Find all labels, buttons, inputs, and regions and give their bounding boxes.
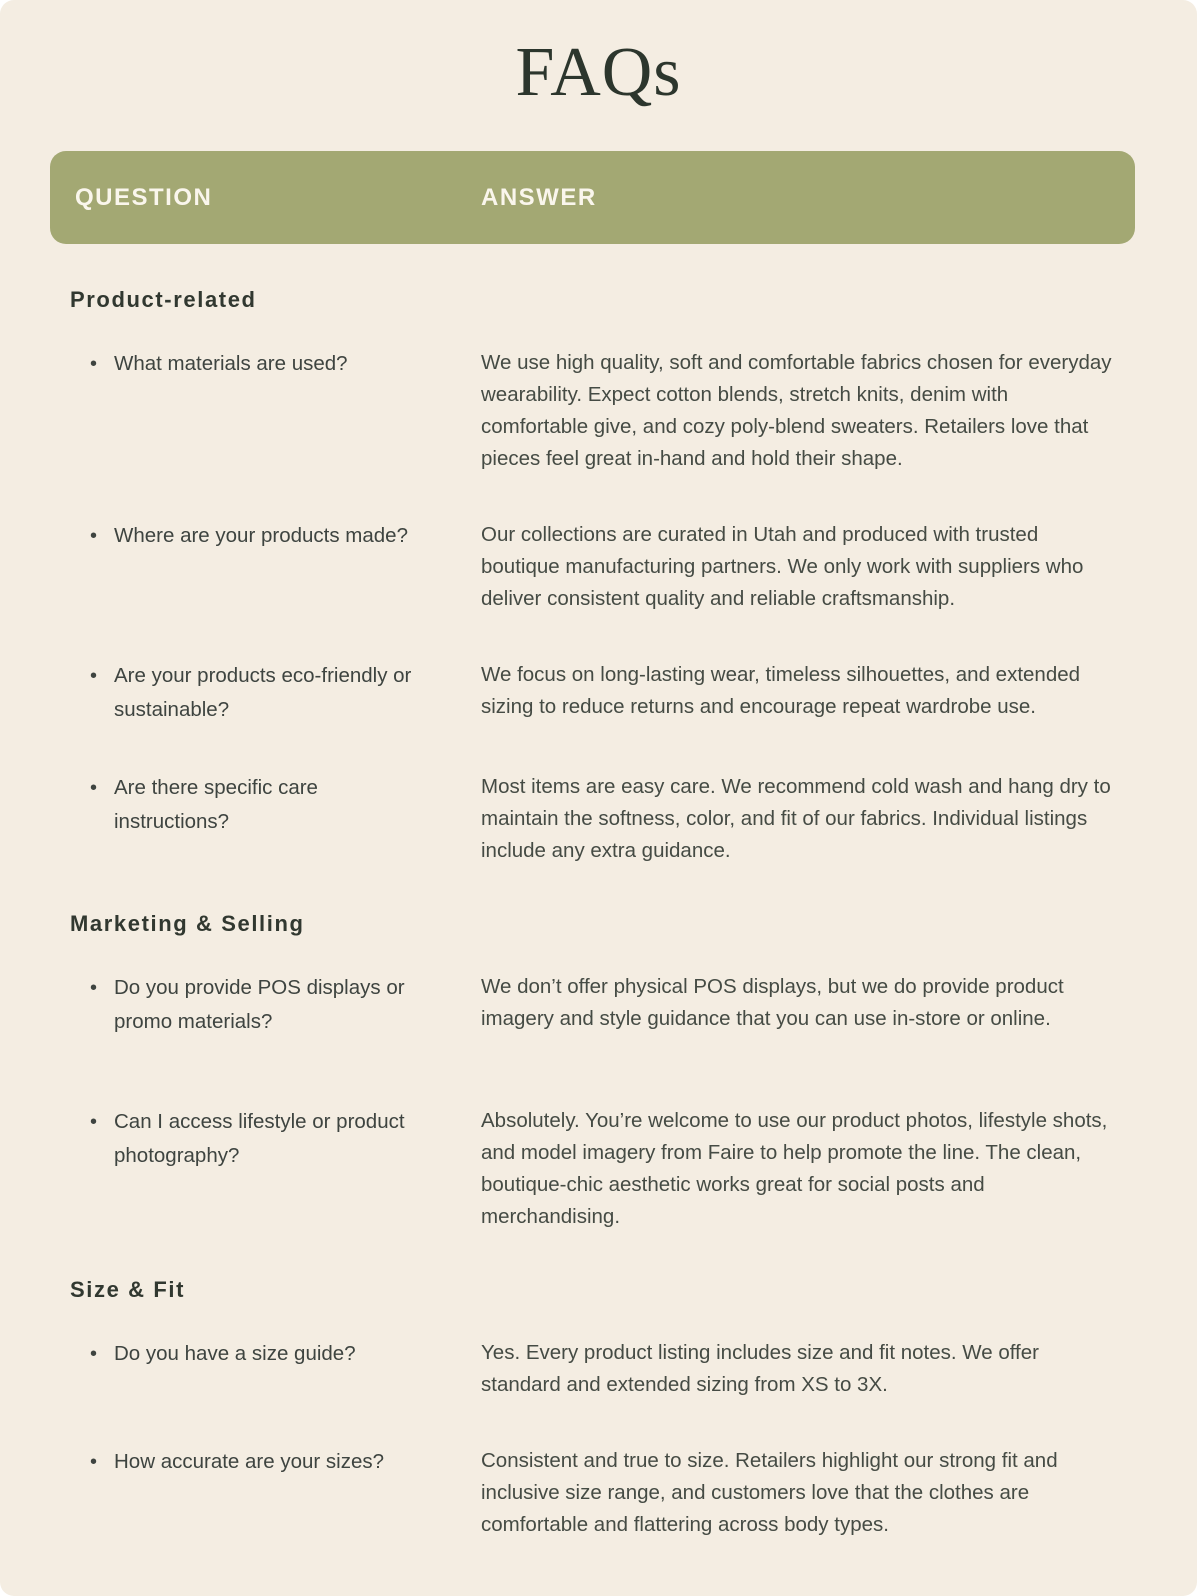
answer-cell [481,771,1115,867]
faq-row [70,347,1115,475]
section-heading-product-related: Product-related [70,287,257,312]
answer-cell [481,519,1115,615]
answer-text: Most items are easy care. We recommend cold wash and hang dry to maintain the softness, color, and fit of our fabrics. Individual listings include any extra guidance. [481,775,1111,862]
bullet-icon: • [90,1343,98,1365]
answer-text: Yes. Every product listing includes size and fit notes. We offer standard and extended sizing from XS to 3X. [481,1341,1039,1396]
answer-text: Absolutely. You’re welcome to use our product photos, lifestyle shots, and model imagery from Faire to help promote the line. The clean, boutique-chic aesthetic works great for social posts and merchandising. [481,1109,1108,1228]
answer-text: We use high quality, soft and comfortable fabrics chosen for everyday wearability. Expect cotton blends, stretch knits, denim with comfortable give, and cozy poly-blend sweaters. Retailers love that pieces feel great in-hand and hold their shape. [481,351,1112,470]
page-title: FAQs [515,34,682,111]
question-cell [70,519,481,615]
question-cell [70,971,481,1039]
answer-text: Consistent and true to size. Retailers highlight our strong fit and inclusive size range, and customers love that the clothes are comfortable and flattering across body types. [481,1449,1058,1536]
answer-cell [481,1445,1115,1541]
answer-cell [481,659,1115,727]
faq-row [70,1445,1115,1541]
section-heading-size-fit: Size & Fit [70,1277,186,1302]
question-column-header: QUESTION [75,183,213,211]
bullet-icon: • [90,1111,98,1133]
faq-row [70,1337,1115,1401]
faq-row [70,659,1115,727]
question-cell [70,1105,481,1233]
question-text: How accurate are your sizes? [114,1450,385,1473]
section-heading-marketing-selling: Marketing & Selling [70,911,305,936]
question-text: What materials are used? [114,352,348,375]
question-cell [70,771,481,867]
bullet-icon: • [90,525,98,547]
answer-text: We don’t offer physical POS displays, but we do provide product imagery and style guidance that you can use in-store or online. [481,975,1064,1030]
answer-cell [481,1337,1115,1401]
answer-cell [481,347,1115,475]
answer-cell [481,971,1115,1039]
answer-text: Our collections are curated in Utah and produced with trusted boutique manufacturing partners. We only work with suppliers who deliver consistent quality and reliable craftsmanship. [481,523,1084,610]
question-text: Do you provide POS displays or promo materials? [114,976,405,1033]
question-text: Are your products eco-friendly or sustainable? [114,664,412,721]
question-text: Can I access lifestyle or product photography? [114,1110,405,1167]
question-cell [70,1337,481,1401]
faq-row [70,1105,1115,1233]
question-text: Where are your products made? [114,524,408,547]
bullet-icon: • [90,353,98,375]
bullet-icon: • [90,1451,98,1473]
question-cell [70,347,481,475]
question-text: Are there specific care instructions? [114,776,318,833]
table-header-bar [50,151,1135,244]
faq-row [70,971,1115,1039]
faq-row [70,771,1115,867]
question-cell [70,1445,481,1541]
title-section [0,0,1197,111]
bullet-icon: • [90,665,98,687]
answer-cell [481,1105,1115,1233]
faq-content [0,244,1197,1541]
faq-row [70,519,1115,615]
bullet-icon: • [90,777,98,799]
question-text: Do you have a size guide? [114,1342,356,1365]
answer-text: We focus on long-lasting wear, timeless silhouettes, and extended sizing to reduce returns and encourage repeat wardrobe use. [481,663,1081,718]
question-cell [70,659,481,727]
answer-column-header: ANSWER [481,183,597,211]
bullet-icon: • [90,977,98,999]
